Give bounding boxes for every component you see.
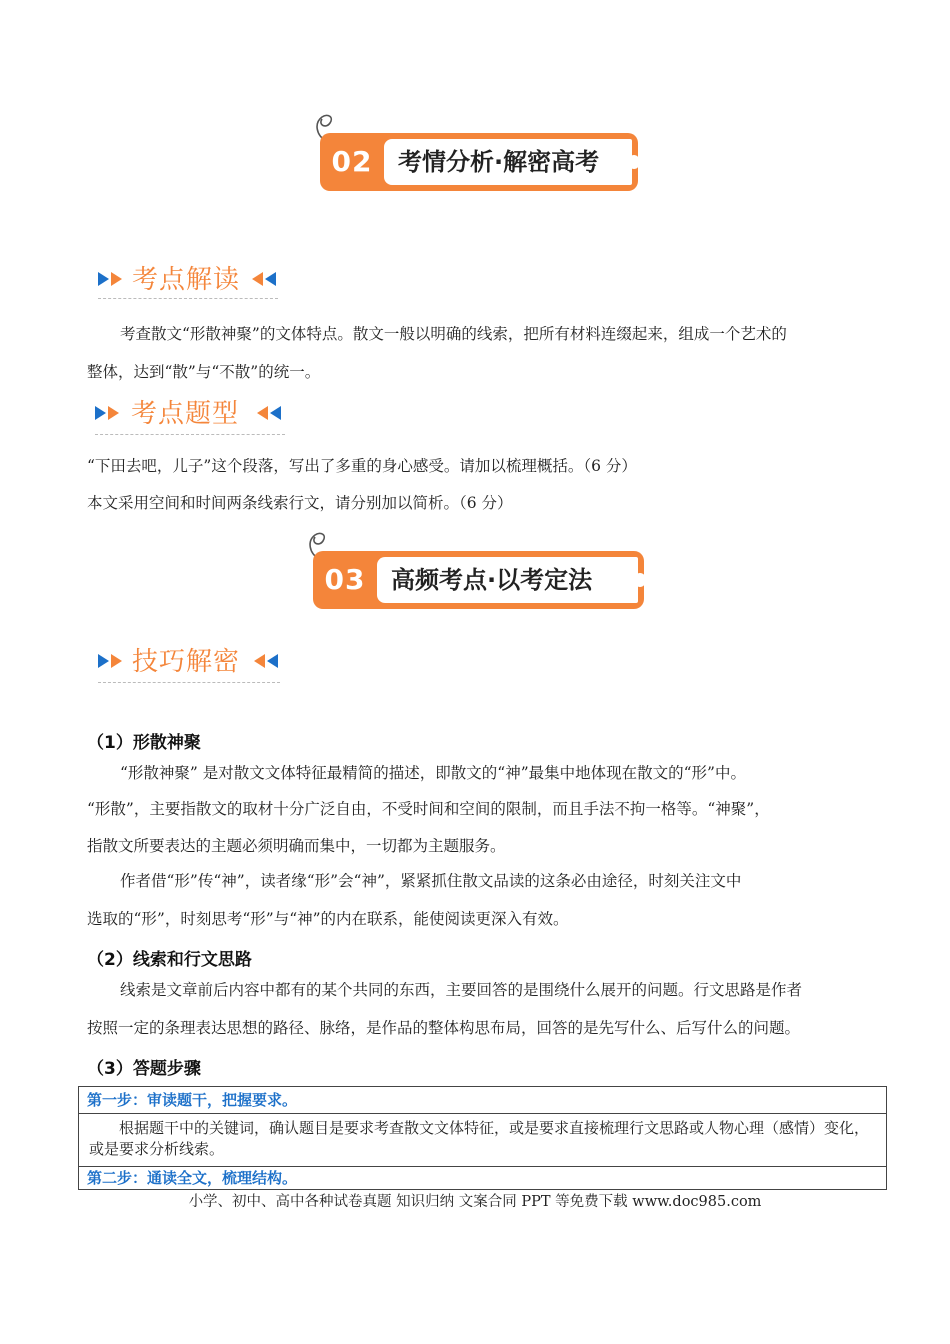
step-1-detail-row [79,1114,886,1167]
double-arrow-right-icon [98,270,124,288]
heading-dati-buzhou: （3）答题步骤 [87,1059,201,1079]
p1-line3: 指散文所要表达的主题必须明确而集中，一切都为主题服务。 [87,837,506,855]
subheading-text: 考点解读 [132,265,241,295]
subheading-kaodian-tixing [95,396,285,436]
intro-paragraph-line2: 整体，达到“散”与“不散”的统一。 [87,363,321,381]
double-arrow-left-icon [252,270,278,288]
step-1-detail: 根据题干中的关键词，确认题目是要求考查散文文体特征，或是要求直接梳理行文思路或人物心理（感情）变化，或是要求分析线索。 [89,1119,870,1158]
p1-line2: “形散”，主要指散文的取材十分广泛自由，不受时间和空间的限制，而且手法不拘一格等。“神聚”， [87,800,770,818]
double-arrow-right-icon [95,404,121,422]
double-arrow-left-icon [254,652,280,670]
subheading-text: 技巧解密 [132,647,241,677]
question-2: 本文采用空间和时间两条线索行文，请分别加以简析。（6 分） [87,494,513,512]
heading-xingsan-shenju: （1）形散神聚 [87,733,201,753]
p1-line1: “形散神聚” 是对散文文体特征最精简的描述，即散文的“神”最集中地体现在散文的“形”中。 [120,764,746,782]
heading-xiansuo: （2）线索和行文思路 [87,950,252,970]
p3-line2: 按照一定的条理表达思想的路径、脉络，是作品的整体构思布局，回答的是先写什么、后写什么的问题。 [87,1019,801,1037]
section-title: 考情分析·解密高考 [384,139,632,185]
p2-line1: 作者借“形”传“神”，读者缘“形”会“神”，紧紧抓住散文品读的这条必由途径，时刻关注文中 [120,872,742,890]
step-2-row [79,1167,886,1189]
intro-paragraph-line1: 考查散文“形散神聚”的文体特点。散文一般以明确的线索，把所有材料连缀起来，组成一个艺术的 [120,325,787,343]
section-title: 高频考点·以考定法 [377,557,638,603]
subheading-text: 考点题型 [131,399,240,429]
subheading-kaodian-jiedu [98,262,278,302]
question-1: “下田去吧，儿子”这个段落，写出了多重的身心感受。请加以梳理概括。（6 分） [87,457,637,475]
double-arrow-left-icon [257,404,283,422]
subheading-jiqiao-jiemi [98,644,280,684]
p2-line2: 选取的“形”，时刻思考“形”与“神”的内在联系，能使阅读更深入有效。 [87,910,569,928]
section-number: 03 [324,563,366,596]
step-1-row [79,1087,886,1114]
section-banner-03 [313,551,644,609]
answer-steps-table [78,1086,887,1190]
double-arrow-right-icon [98,652,124,670]
page-footer: 小学、初中、高中各种试卷真题 知识归纳 文案合同 PPT 等免费下载 www.doc985.com [188,1194,762,1210]
p3-line1: 线索是文章前后内容中都有的某个共同的东西，主要回答的是围绕什么展开的问题。行文思路是作者 [120,981,803,999]
section-number: 02 [331,145,373,178]
step-1-title: 第一步：审读题干，把握要求。 [87,1091,298,1109]
section-banner-02 [320,133,638,191]
step-2-title: 第二步：通读全文，梳理结构。 [87,1169,298,1187]
